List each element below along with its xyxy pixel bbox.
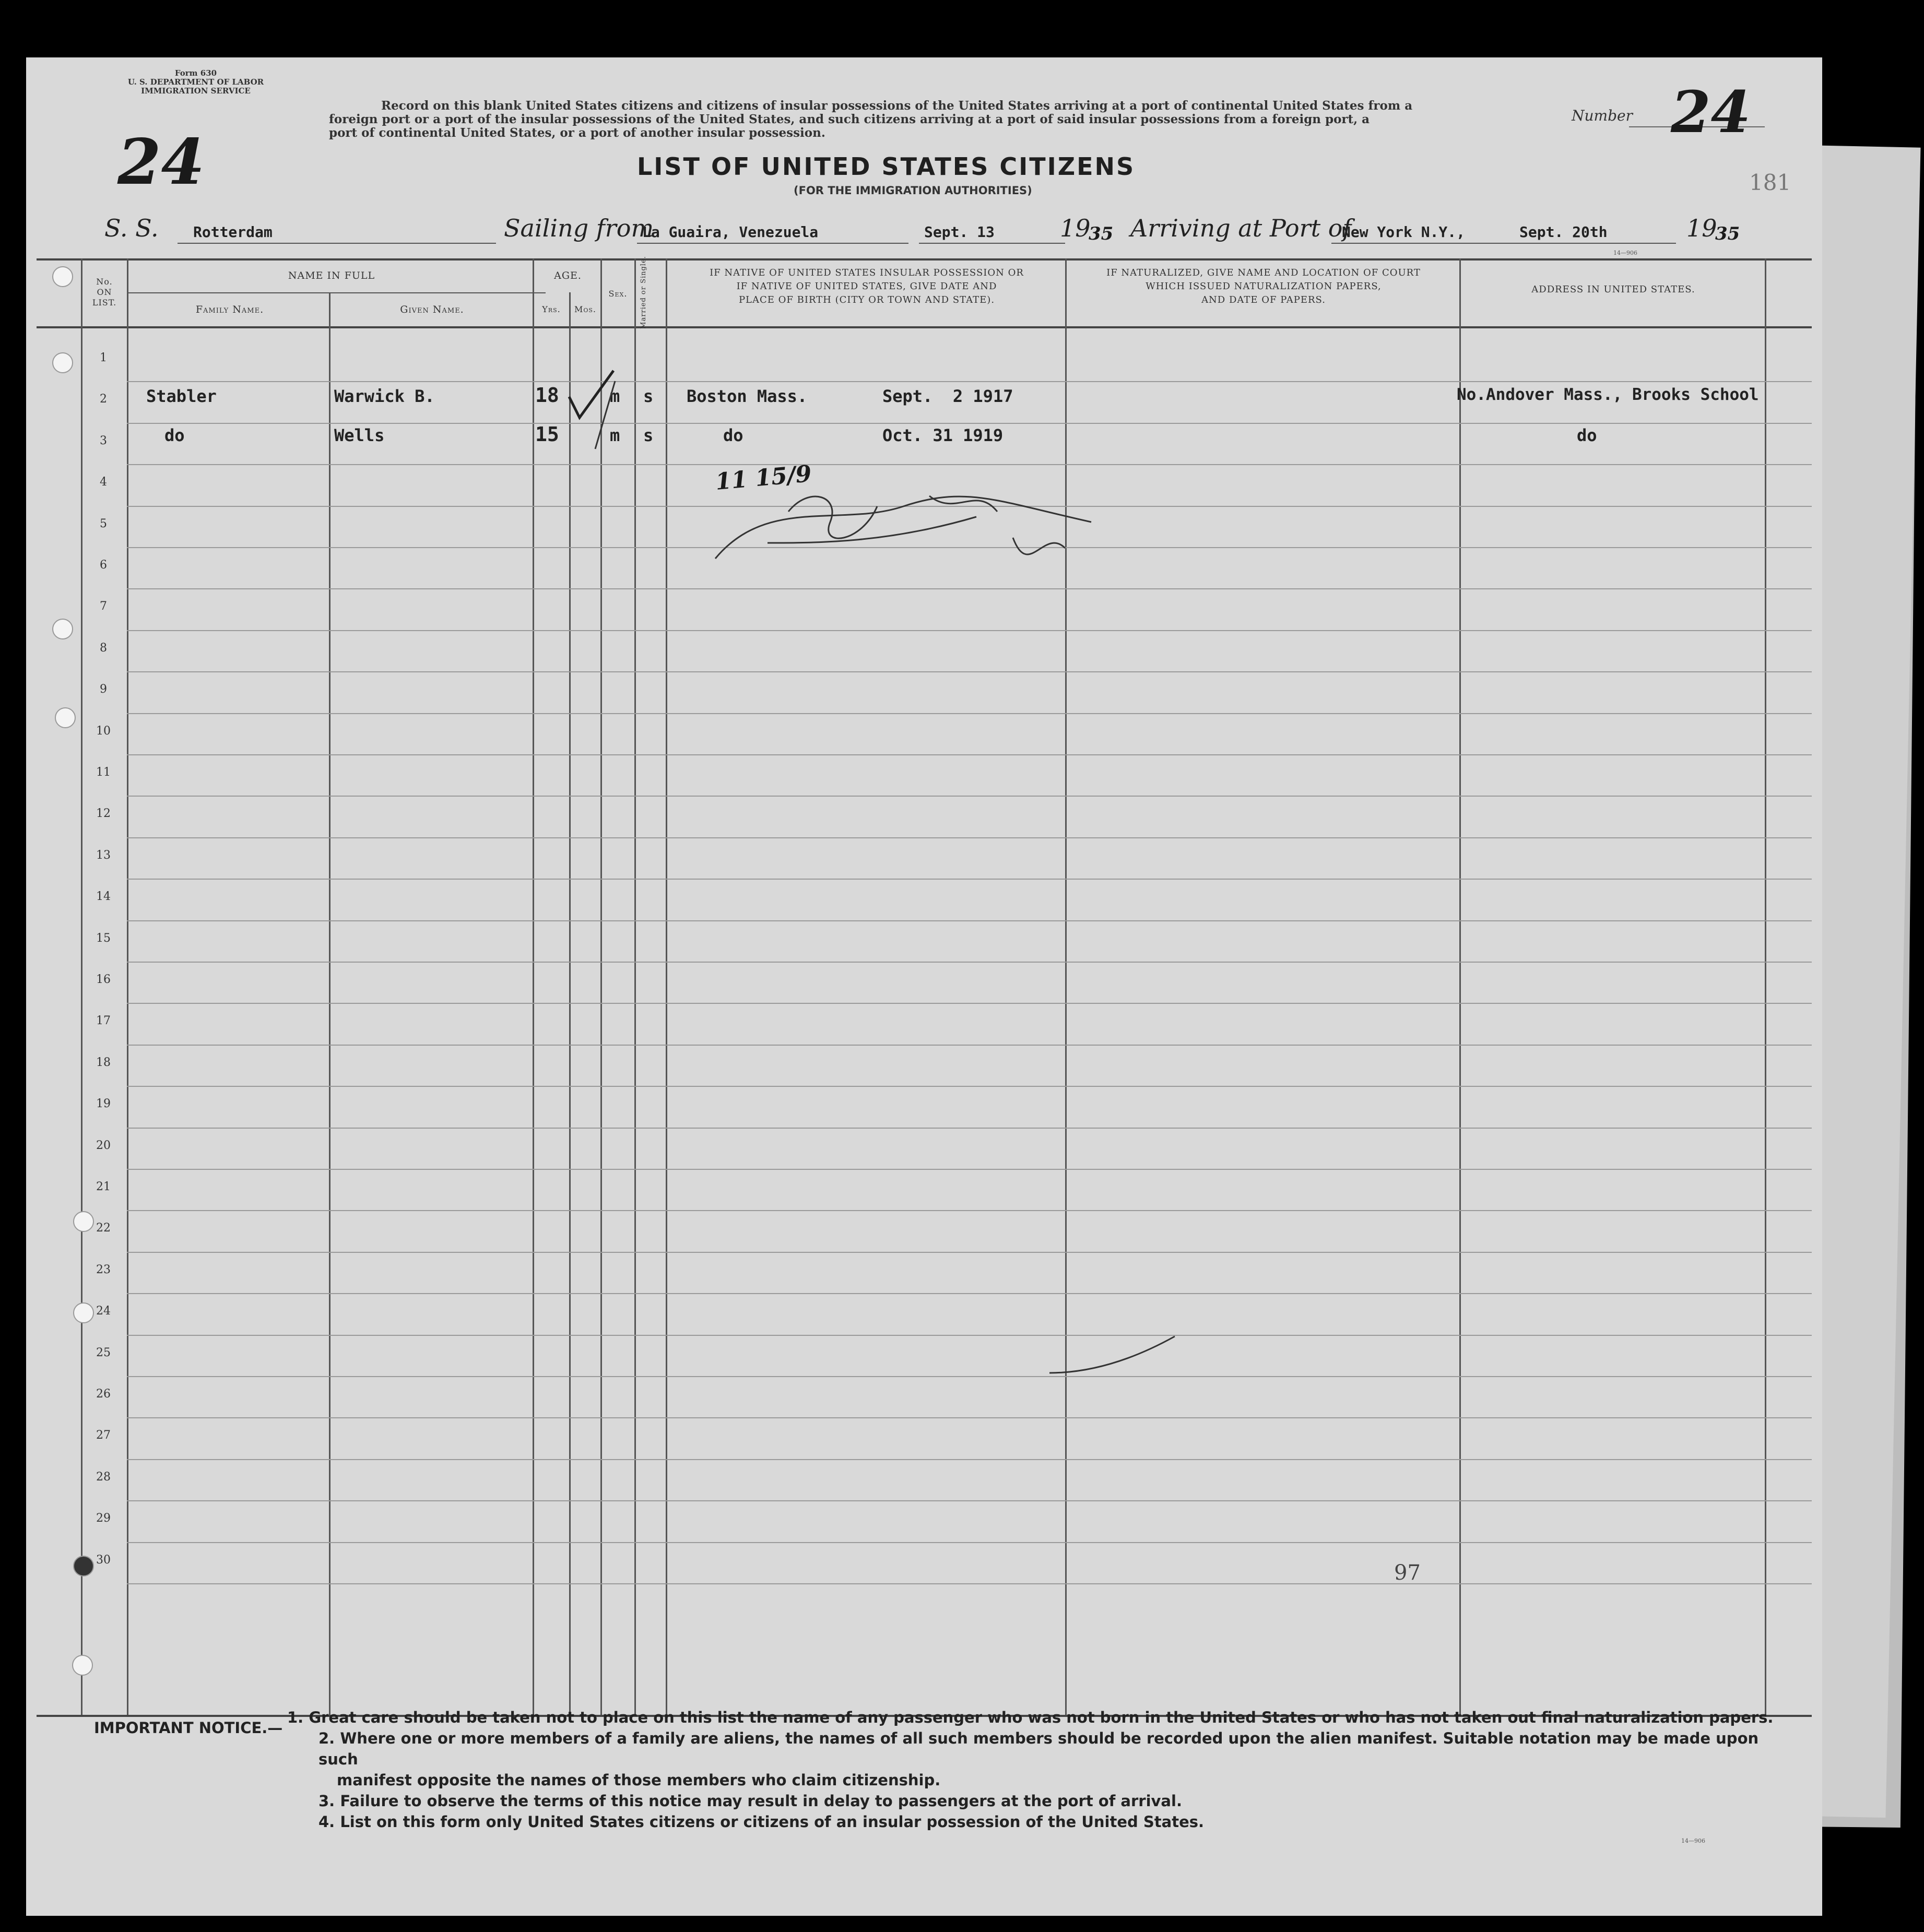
row-number: 29	[96, 1512, 111, 1525]
arriving-port: New York N.Y.,	[1342, 223, 1466, 241]
sailing-year-prefix: 19	[1060, 214, 1091, 242]
row-rule	[127, 837, 1812, 838]
row-rule	[127, 713, 1812, 714]
page-subtitle: (FOR THE IMMIGRATION AUTHORITIES)	[794, 184, 1032, 197]
notice-item-text: Great care should be taken not to place on this list the name of any passenger who was not born in the United States or who has not taken out final naturalization papers.	[309, 1709, 1774, 1726]
notice-item-text: manifest opposite the names of those members who claim citizenship.	[337, 1771, 941, 1789]
row-1-age-years: 18	[535, 384, 559, 407]
ship-name: Rotterdam	[193, 223, 273, 241]
row-2-given-name: Wells	[334, 425, 385, 445]
row-2-address: do	[1577, 425, 1597, 445]
handwritten-list-number: 24	[117, 125, 205, 199]
number-label: Number	[1572, 107, 1633, 124]
notice-item-number: 2.	[318, 1729, 335, 1747]
row-rule	[127, 630, 1812, 631]
small-print-code: 14—906	[1613, 250, 1637, 256]
notice-item-number: 1.	[287, 1709, 304, 1726]
table-top-rule	[37, 258, 1812, 260]
header-birth-info: IF NATIVE OF UNITED STATES INSULAR POSSESSION OR IF NATIVE OF UNITED STATES, GIVE DATE AND PLACE OF BIRTH (CITY OR TOWN AND STATE).	[710, 267, 1024, 305]
row-rule	[127, 671, 1812, 672]
row-number: 19	[96, 1097, 111, 1111]
col-divider	[81, 258, 82, 1715]
inspector-note: 11 15/9	[714, 460, 813, 495]
row-rule	[127, 1459, 1812, 1460]
check-mark	[564, 365, 621, 459]
row-2-sex: m	[610, 425, 620, 445]
header-family-name: Family Name.	[195, 304, 264, 315]
row-rule	[127, 796, 1812, 797]
punch-hole	[73, 1556, 94, 1577]
row-rule	[127, 1293, 1812, 1294]
header-bottom-rule	[37, 326, 1812, 328]
top-instruction-line: foreign port or a port of the insular possessions of the United States, and such citizens arriving at a port of said insular possessions from a foreign port, a	[329, 112, 1370, 126]
row-1-family-name: Stabler	[146, 386, 217, 406]
punch-hole	[55, 707, 76, 728]
header-given-name: Given Name.	[400, 304, 464, 315]
row-number: 11	[96, 766, 111, 779]
punch-hole	[52, 266, 73, 287]
header-address: ADDRESS IN UNITED STATES.	[1531, 284, 1695, 295]
row-number: 9	[100, 683, 107, 696]
col-divider	[1765, 258, 1766, 1715]
notice-item-text: Failure to observe the terms of this notice may result in delay to passengers at the port of arrival.	[340, 1792, 1182, 1810]
important-notice-label: IMPORTANT NOTICE.—	[94, 1719, 283, 1737]
punch-hole	[72, 1655, 93, 1676]
row-number: 16	[96, 973, 111, 986]
punch-hole	[52, 352, 73, 373]
header-sex: Sex.	[608, 289, 628, 299]
row-rule	[127, 962, 1812, 963]
row-number: 20	[96, 1139, 111, 1152]
row-number: 2	[100, 393, 107, 406]
row-1-given-name: Warwick B.	[334, 386, 435, 406]
notice-item-text: List on this form only United States citizens or citizens of an insular possession of the United States.	[340, 1813, 1205, 1831]
row-number: 28	[96, 1470, 111, 1484]
row-2-marital: s	[643, 425, 654, 445]
sailing-from: La Guaira, Venezuela	[642, 223, 819, 241]
row-rule	[127, 1500, 1812, 1501]
notice-item	[287, 1791, 1801, 1811]
row-rule	[127, 1252, 1812, 1253]
row-rule	[127, 879, 1812, 880]
row-number: 12	[96, 807, 111, 821]
page-stamp: 181	[1749, 170, 1791, 195]
row-number: 15	[96, 931, 111, 945]
row-rule	[127, 754, 1812, 755]
row-1-birthplace: Boston Mass.	[687, 386, 808, 406]
row-number: 13	[96, 848, 111, 862]
row-number: 25	[96, 1346, 111, 1359]
row-1-marital: s	[643, 386, 654, 406]
row-number: 27	[96, 1429, 111, 1442]
row-number: 1	[100, 351, 107, 364]
important-notice-items	[287, 1707, 1801, 1832]
arriving-year: 35	[1715, 223, 1740, 244]
passenger-table	[26, 57, 1822, 1728]
col-divider	[600, 258, 602, 1715]
top-instruction-line: port of continental United States, or a port of another insular possession.	[329, 126, 825, 140]
row-2-age-years: 15	[535, 423, 559, 446]
arriving-year-prefix: 19	[1686, 214, 1717, 242]
header-name-in-full: NAME IN FULL	[288, 270, 375, 281]
row-number: 10	[96, 724, 111, 738]
row-number: 7	[100, 600, 107, 613]
col-divider	[666, 258, 667, 1715]
small-print-code-footer: 14—906	[1681, 1838, 1705, 1844]
punch-hole	[52, 619, 73, 639]
row-2-family-name: do	[164, 425, 185, 445]
row-number: 26	[96, 1388, 111, 1401]
row-rule	[127, 1169, 1812, 1170]
row-number: 17	[96, 1014, 111, 1028]
header-age: AGE.	[554, 270, 582, 281]
row-number: 3	[100, 434, 107, 447]
row-rule	[127, 1417, 1812, 1418]
row-rule	[127, 1045, 1812, 1046]
row-number: 24	[96, 1305, 111, 1318]
name-header-rule	[128, 292, 546, 293]
notice-item	[287, 1770, 1801, 1791]
top-instruction-line: Record on this blank United States citizens and citizens of insular possessions of the United States arriving at a port of continental United States from a	[381, 99, 1413, 113]
row-1-birthdate: Sept. 2 1917	[882, 386, 1013, 406]
notice-item	[287, 1811, 1801, 1832]
ss-label: S. S.	[104, 214, 159, 242]
row-rule	[127, 423, 1812, 424]
row-rule	[127, 920, 1812, 921]
row-rule	[127, 1003, 1812, 1004]
sailing-year: 35	[1089, 223, 1114, 244]
row-number: 4	[100, 476, 107, 489]
col-divider	[634, 258, 636, 1715]
col-divider	[127, 258, 128, 1715]
row-number: 22	[96, 1222, 111, 1235]
row-rule	[127, 1542, 1812, 1543]
row-rule	[127, 1128, 1812, 1129]
row-number: 18	[96, 1056, 111, 1069]
notice-item-number: 3.	[318, 1792, 335, 1810]
form-number: Form 630	[174, 68, 217, 78]
row-rule	[127, 1376, 1812, 1377]
notice-item	[287, 1728, 1801, 1770]
row-number: 5	[100, 517, 107, 530]
row-number: 30	[96, 1553, 111, 1567]
header-no-on-list: No. ON LIST.	[92, 277, 117, 307]
header-yrs: Yrs.	[542, 304, 561, 314]
row-number: 23	[96, 1263, 111, 1276]
pencil-stroke	[1049, 1331, 1180, 1394]
col-divider	[1459, 258, 1461, 1715]
punch-hole	[73, 1302, 94, 1323]
notice-item	[287, 1707, 1801, 1728]
arriving-date: Sept. 20th	[1519, 223, 1608, 241]
row-rule	[127, 1210, 1812, 1211]
row-rule	[127, 1086, 1812, 1087]
page-tally: 97	[1394, 1561, 1421, 1585]
row-rule	[127, 1335, 1812, 1336]
row-1-sex: m	[610, 386, 620, 406]
sailing-label: Sailing from	[504, 214, 654, 242]
arriving-label: Arriving at Port of	[1130, 214, 1352, 242]
page-title: LIST OF UNITED STATES CITIZENS	[637, 152, 1136, 181]
row-number: 8	[100, 641, 107, 655]
notice-item-number: 4.	[318, 1813, 335, 1831]
number-value: 24	[1671, 78, 1751, 146]
notice-item-text: Where one or more members of a family are aliens, the names of all such members should be recorded upon the alien manifest. Suitable notation may be made upon such	[318, 1729, 1759, 1768]
col-divider	[533, 258, 534, 1715]
row-1-address: No.Andover Mass., Brooks School	[1457, 385, 1759, 404]
department-name: U. S. DEPARTMENT OF LABOR	[127, 77, 264, 87]
header-married-or-single: Married or Single.	[640, 256, 647, 329]
sailing-date: Sept. 13	[924, 223, 995, 241]
manifest-sheet	[26, 57, 1822, 1916]
service-name: IMMIGRATION SERVICE	[141, 86, 251, 96]
row-number: 14	[96, 890, 111, 904]
punch-hole	[73, 1211, 94, 1232]
row-rule	[127, 1583, 1812, 1584]
row-rule	[127, 381, 1812, 382]
row-number: 6	[100, 559, 107, 572]
row-2-birthplace: do	[723, 425, 743, 445]
header-naturalization: IF NATURALIZED, GIVE NAME AND LOCATION OF COURT WHICH ISSUED NATURALIZATION PAPERS, AND DATE OF PAPERS.	[1106, 267, 1421, 305]
row-number: 21	[96, 1180, 111, 1193]
row-2-birthdate: Oct. 31 1919	[882, 425, 1004, 445]
header-mos: Mos.	[574, 304, 597, 314]
